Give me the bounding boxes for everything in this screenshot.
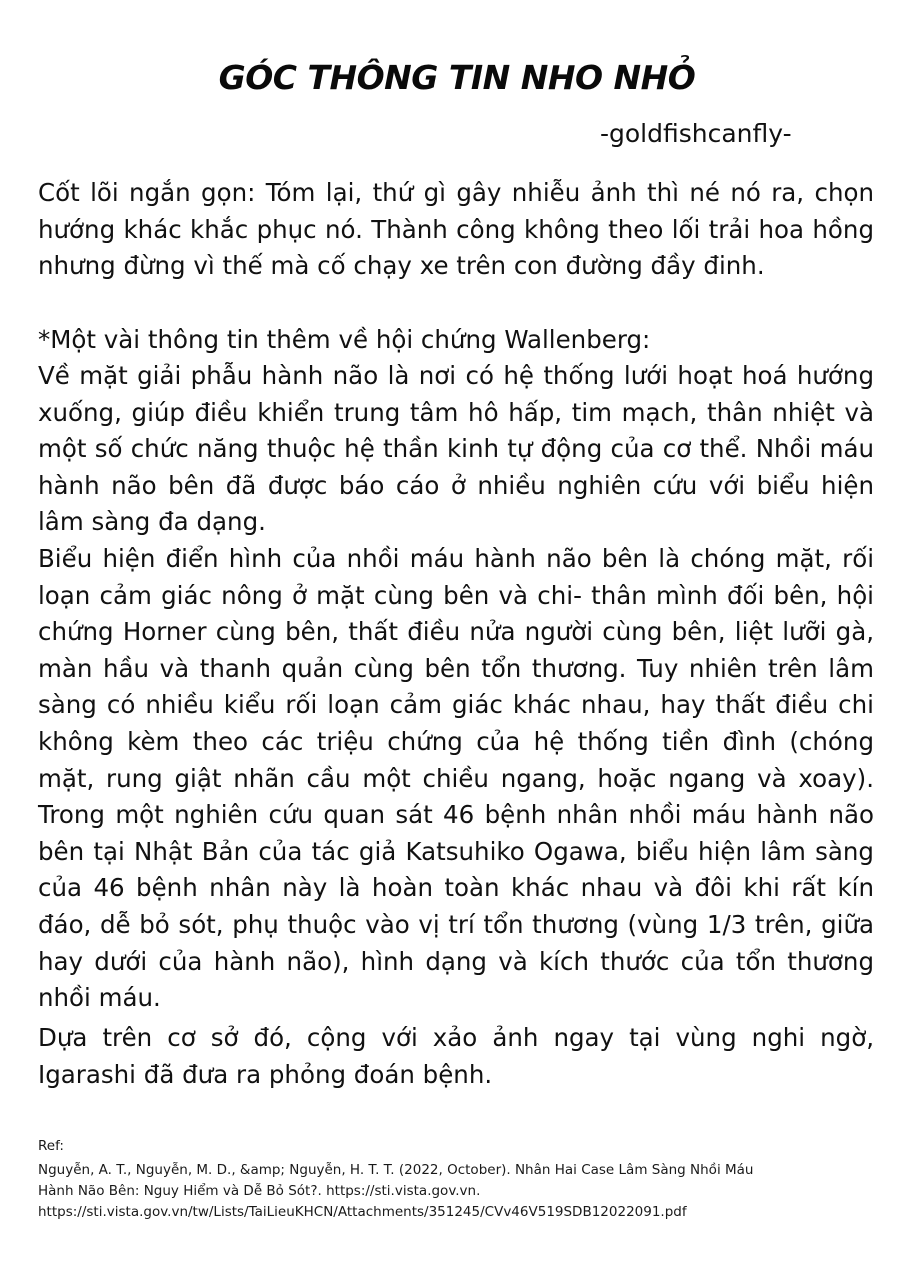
symptoms-paragraph: Biểu hiện điển hình của nhồi máu hành não bên là chóng mặt, rối loạn cảm giác nông ở mặt cùng bên và chi- thân mình đối bên, hội chứng Horner cùng bên, thất điều nửa người cùng bên, liệt lưỡi gà, màn hầu và thanh quản cùng bên tổn thương. Tuy nhiên trên lâm sàng có nhiều kiểu rối loạn cảm giác khác nhau, hay thất điều chi không kèm theo các triệu chứng của hệ thống tiền đình (chóng mặt, rung giật nhãn cầu một chiều ngang, hoặc ngang và xoay). Trong một nghiên cứu quan sát 46 bệnh nhân nhồi máu hành não bên tại Nhật Bản của tác giả Katsuhiko Ogawa, biểu hiện lâm sàng của 46 bệnh nhân này là hoàn toàn khác nhau và đôi khi rất kín đáo, dễ bỏ sót, phụ thuộc vào vị trí tổn thương (vùng 1/3 trên, giữa hay dưới của hành não), hình dạng và kích thước của tổn thương nhồi máu. <box>38 544 874 1013</box>
reference-citation-line: Hành Não Bên: Nguy Hiểm và Dễ Bỏ Sót?. https://sti.vista.gov.vn. <box>38 1183 481 1199</box>
reference-citation-line: Nguyễn, A. T., Nguyễn, M. D., &amp; Nguyễn, H. T. T. (2022, October). Nhân Hai Case Lâm Sàng Nhồi Máu <box>38 1162 754 1178</box>
conclusion-paragraph: Dựa trên cơ sở đó, cộng với xảo ảnh ngay tại vùng nghi ngờ, Igarashi đã đưa ra phỏng đoán bệnh. <box>38 1023 874 1089</box>
page-title: GÓC THÔNG TIN NHO NHỎ <box>218 58 696 97</box>
reference-label: Ref: <box>38 1138 64 1154</box>
reference-url: https://sti.vista.gov.vn/tw/Lists/TaiLieuKHCN/Attachments/351245/CVv46V519SDB12022091.pdf <box>38 1204 687 1220</box>
author-signature: -goldfishcanfly- <box>600 119 792 148</box>
summary-paragraph: Cốt lõi ngắn gọn: Tóm lại, thứ gì gây nhiễu ảnh thì né nó ra, chọn hướng khác khắc phục nó. Thành công không theo lối trải hoa hồng nhưng đừng vì thế mà cố chạy xe trên con đường đầy đinh. <box>38 178 874 281</box>
section-heading: *Một vài thông tin thêm về hội chứng Wallenberg: <box>38 325 651 354</box>
anatomy-paragraph: Về mặt giải phẫu hành não là nơi có hệ thống lưới hoạt hoá hướng xuống, giúp điều khiển trung tâm hô hấp, tim mạch, thân nhiệt và một số chức năng thuộc hệ thần kinh tự động của cơ thể. Nhồi máu hành não bên đã được báo cáo ở nhiều nghiên cứu với biểu hiện lâm sàng đa dạng. <box>38 361 874 537</box>
